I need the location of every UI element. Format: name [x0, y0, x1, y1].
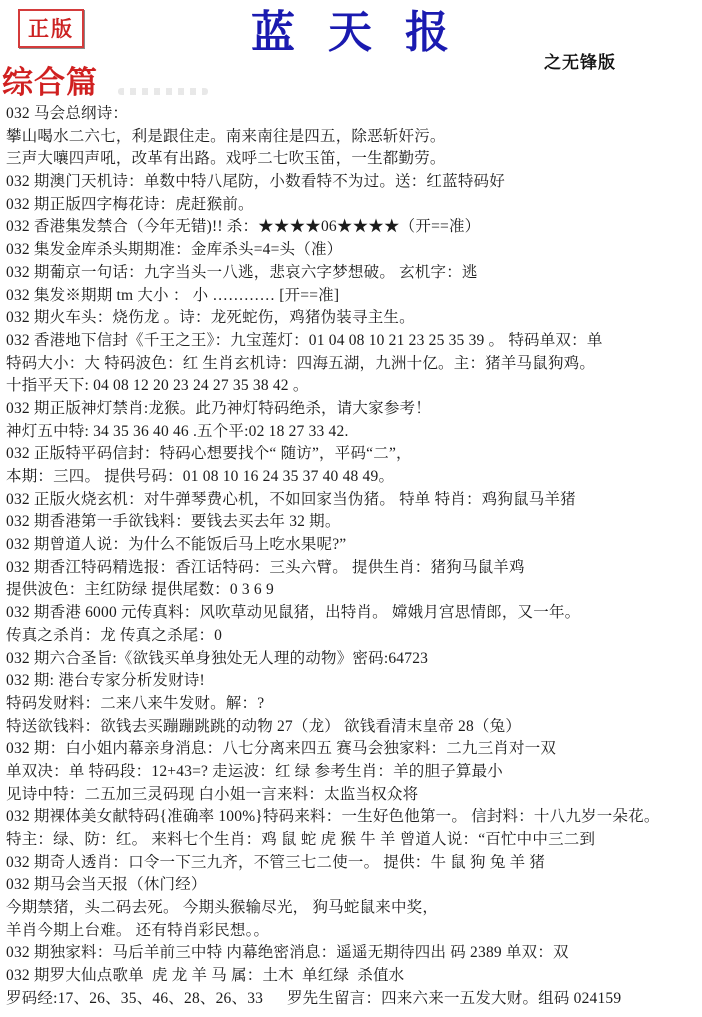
report-line: 032 马会总纲诗：: [6, 105, 129, 122]
page-title: 蓝 天 报: [251, 8, 451, 57]
report-line: 032 期罗大仙点歌单 虎 龙 羊 马 属：土木 单红绿 杀值水: [6, 967, 405, 985]
report-line: 032 期香江特码精选报：香江话特码：三头六臂。 提供生肖：猪狗马鼠羊鸡: [6, 558, 525, 576]
report-line: 特码发财料：二来八来牛发财。解：?: [6, 694, 265, 712]
report-line: 032 期葡京一句话：九字当头一八逃，悲哀六字梦想破。 玄机字：逃: [6, 263, 478, 281]
report-line: 攀山喝水二六七，利是跟住走。南来南往是四五，除恶斩奸污。: [6, 127, 446, 145]
authenticity-badge: 正版: [18, 9, 84, 48]
report-line: 032 期奇人透肖：口令一下三九齐，不管三七二使一。 提供：牛 鼠 狗 兔 羊 猪: [6, 853, 546, 871]
report-line: 传真之杀肖：龙 传真之杀尾：0: [6, 626, 223, 644]
report-line: 032 期正版四字梅花诗：虎赶猴前。: [6, 195, 254, 213]
faint-print-smudge: [118, 88, 208, 95]
report-line: 032 期独家料：马后羊前三中特 内幕绝密消息：遥遥无期待四出 码 2389 单双：双: [6, 944, 569, 962]
report-line: 032 集发※期期 tm 大小 ： 小 ………… [开==准]: [6, 286, 340, 304]
report-lines: [6, 103, 702, 1011]
report-line: 今期禁猪，头二码去死。 今期头猴输尽光， 狗马蛇鼠来中奖，: [6, 899, 439, 917]
report-line: 032 期香港 6000 元传真料：风吹草动见鼠猪，出特肖。 嫦娥月宫思情郎，又一年。: [6, 604, 581, 622]
report-line: 特送欲钱料：欲钱去买蹦蹦跳跳的动物 27（龙） 欲钱看清末皇帝 28（兔）: [6, 717, 522, 735]
report-line: 032 期：白小姐内幕亲身消息：八七分离来四五 赛马会独家料：二九三肖对一双: [6, 740, 557, 758]
report-line: 032 期香港第一手欲钱料：要钱去买去年 32 期。: [6, 513, 341, 531]
report-line: 032 期: 港台专家分析发财诗!: [6, 672, 205, 690]
report-line: 032 期六合圣旨:《欲钱买单身独处无人理的动物》密码:64723: [6, 649, 429, 667]
report-line: 本期：三四。 提供号码：01 08 10 16 24 35 37 40 48 49。: [6, 468, 395, 485]
section-title: 综合篇: [2, 65, 98, 100]
report-line: 特主：绿、防：红。 来料七个生肖：鸡 鼠 蛇 虎 猴 牛 羊 曾道人说：“百忙中中三二到: [6, 831, 596, 848]
report-line: 单双决：单 特码段：12+43=? 走运波：红 绿 参考生肖：羊的胆子算最小: [6, 762, 503, 780]
report-line: 罗码经:17、26、35、46、28、26、33 罗先生留言：四来六来一五发大财。组码 024159: [6, 989, 622, 1007]
report-line: 神灯五中特: 34 35 36 40 46 .五个平:02 18 27 33 42.: [6, 422, 349, 440]
edition-label: 之无锋版: [544, 53, 616, 72]
report-line: 羊肖今期上台难。 还有特肖彩民想。。: [6, 921, 270, 939]
report-line: 三声大嚷四声吼，改革有出路。戏呼二七吹玉笛，一生都勤劳。: [6, 150, 446, 168]
report-line: 032 期正版神灯禁肖:龙猴。此乃神灯特码绝杀，请大家参考！: [6, 399, 431, 417]
report-line: 032 期火车头：烧伤龙 。诗：龙死蛇伤，鸡猪伪装寻主生。: [6, 309, 415, 327]
report-line: 032 期马会当天报（休门经）: [6, 876, 207, 894]
report-line: 032 香港地下信封《千王之王》：九宝莲灯：01 04 08 10 21 23 25 35 39 。 特码单双：单: [6, 331, 603, 349]
report-line: 032 香港集发禁合（今年无错)!! 杀：★★★★06★★★★（开==准）: [6, 218, 481, 236]
report-line: 见诗中特：二五加三灵码现 白小姐一言来料：太监当权众将: [6, 785, 419, 803]
report-line: 032 期曾道人说：为什么不能饭后马上吃水果呢?”: [6, 536, 347, 554]
report-line: 032 集发金库杀头期期准：金库杀头=4=头（准）: [6, 241, 343, 259]
report-line: 特码大小：大 特码波色：红 生肖玄机诗：四海五湖，九洲十亿。主：猪羊马鼠狗鸡。: [6, 354, 596, 372]
report-line: 032 正版特平码信封：特码心想要找个“ 随访”，平码“二”，: [6, 445, 412, 463]
report-line: 032 期裸体美女献特码{准确率 100%}特码来料：一生好色他第一。 信封料：十八九岁一朵花。: [6, 808, 660, 826]
report-line: 032 期澳门天机诗：单数中特八尾防，小数看特不为过。送：红蓝特码好: [6, 173, 505, 191]
report-line: 032 正版火烧玄机：对牛弹琴费心机，不如回家当伪猪。 特单 特肖：鸡狗鼠马羊猪: [6, 490, 576, 508]
report-line: 十指平天下: 04 08 12 20 23 24 27 35 38 42 。: [6, 377, 309, 395]
report-line: 提供波色：主红防绿 提供尾数：0 3 6 9: [6, 581, 274, 599]
